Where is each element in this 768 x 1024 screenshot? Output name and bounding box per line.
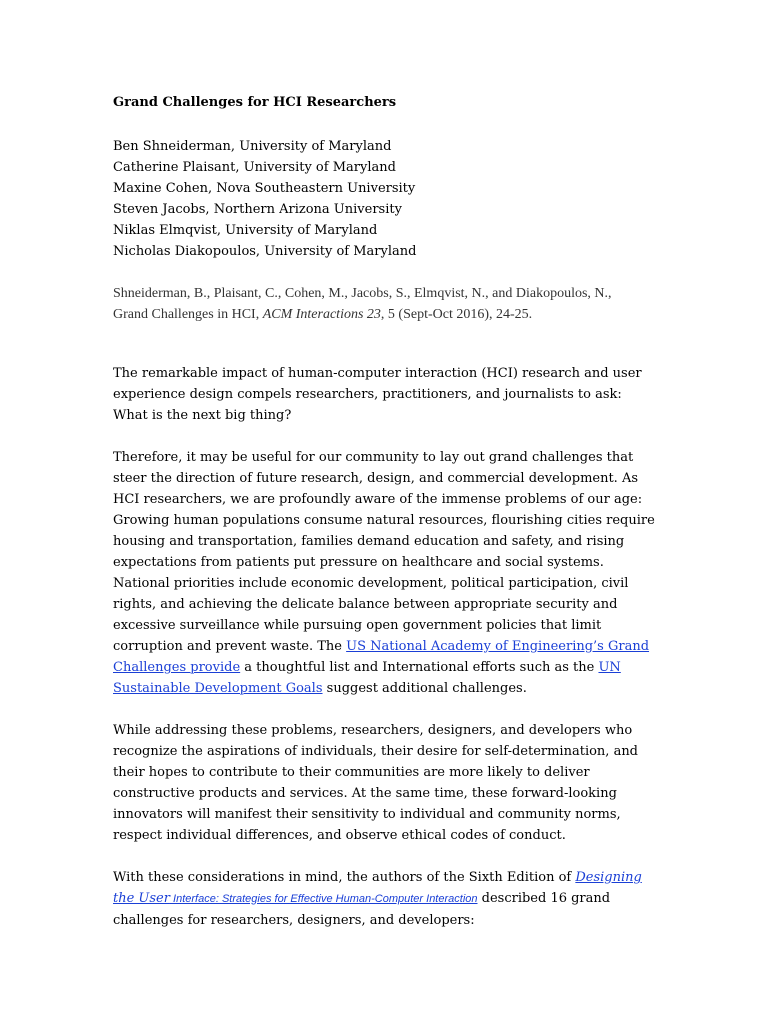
author-item: Steven Jacobs, Northern Arizona University bbox=[113, 202, 402, 217]
citation bbox=[113, 283, 658, 325]
paragraph-text: a thoughtful list and International efforts such as the bbox=[240, 660, 599, 675]
paragraph-text: suggest additional challenges. bbox=[322, 681, 527, 696]
document-page bbox=[113, 90, 658, 952]
citation-prefix: Grand Challenges in HCI, bbox=[113, 307, 263, 322]
author-item: Catherine Plaisant, University of Maryland bbox=[113, 160, 396, 175]
book-title-subtitle: Interface: Strategies for Effective Human-Computer Interaction bbox=[169, 893, 478, 905]
paragraph-text: With these considerations in mind, the authors of the Sixth Edition of bbox=[113, 870, 576, 885]
nae-grand-challenges-link[interactable]: US National Academy of Engineering’s Grand Challenges provide bbox=[113, 639, 650, 675]
author-item: Nicholas Diakopoulos, University of Maryland bbox=[113, 244, 417, 259]
citation-journal: ACM Interactions 23 bbox=[262, 307, 381, 322]
paragraph-challenges bbox=[113, 447, 658, 699]
document-title: Grand Challenges for HCI Researchers bbox=[113, 95, 397, 110]
paragraph-book bbox=[113, 867, 658, 931]
un-sdg-link[interactable]: UN Sustainable Development Goals bbox=[113, 660, 621, 696]
author-item: Ben Shneiderman, University of Maryland bbox=[113, 139, 392, 154]
author-item: Maxine Cohen, Nova Southeastern University bbox=[113, 181, 416, 196]
author-item: Niklas Elmqvist, University of Maryland bbox=[113, 223, 378, 238]
citation-suffix: , 5 (Sept-Oct 2016), 24-25. bbox=[380, 307, 533, 322]
paragraph-researchers: While addressing these problems, researchers, designers, and developers who recognize the aspirations of individuals, their desire for self-determination, and their hopes to contribute to their communities are more likely to deliver constructive products and services. At the same time, these forward-looking innovators will manifest their sensitivity to individual and community norms, respect individual differences, and observe ethical codes of conduct. bbox=[113, 723, 639, 843]
paragraph-text: Therefore, it may be useful for our community to lay out grand challenges that steer the direction of future research, design, and commercial development. As HCI researchers, we are profoundly aware of the immense problems of our age: Growing human populations consume natural resources, flourishing cities require housing and transportation, families demand education and safety, and rising expectations from patients put pressure on healthcare and social systems. National priorities include economic development, political participation, civil rights, and achieving the delicate balance between appropriate security and excessive surveillance while pursuing open government policies that limit corruption and prevent waste. The bbox=[113, 450, 655, 654]
paragraph-text: described 16 grand challenges for researchers, designers, and developers: bbox=[113, 891, 611, 928]
author-list bbox=[113, 136, 658, 262]
paragraph-intro: The remarkable impact of human-computer interaction (HCI) research and user experience design compels researchers, practitioners, and journalists to ask: What is the next big thing? bbox=[113, 366, 642, 423]
book-title-main: Designing the User bbox=[113, 870, 642, 906]
citation-line1: Shneiderman, B., Plaisant, C., Cohen, M., Jacobs, S., Elmqvist, N., and Diakopoulos, N., bbox=[113, 286, 612, 301]
